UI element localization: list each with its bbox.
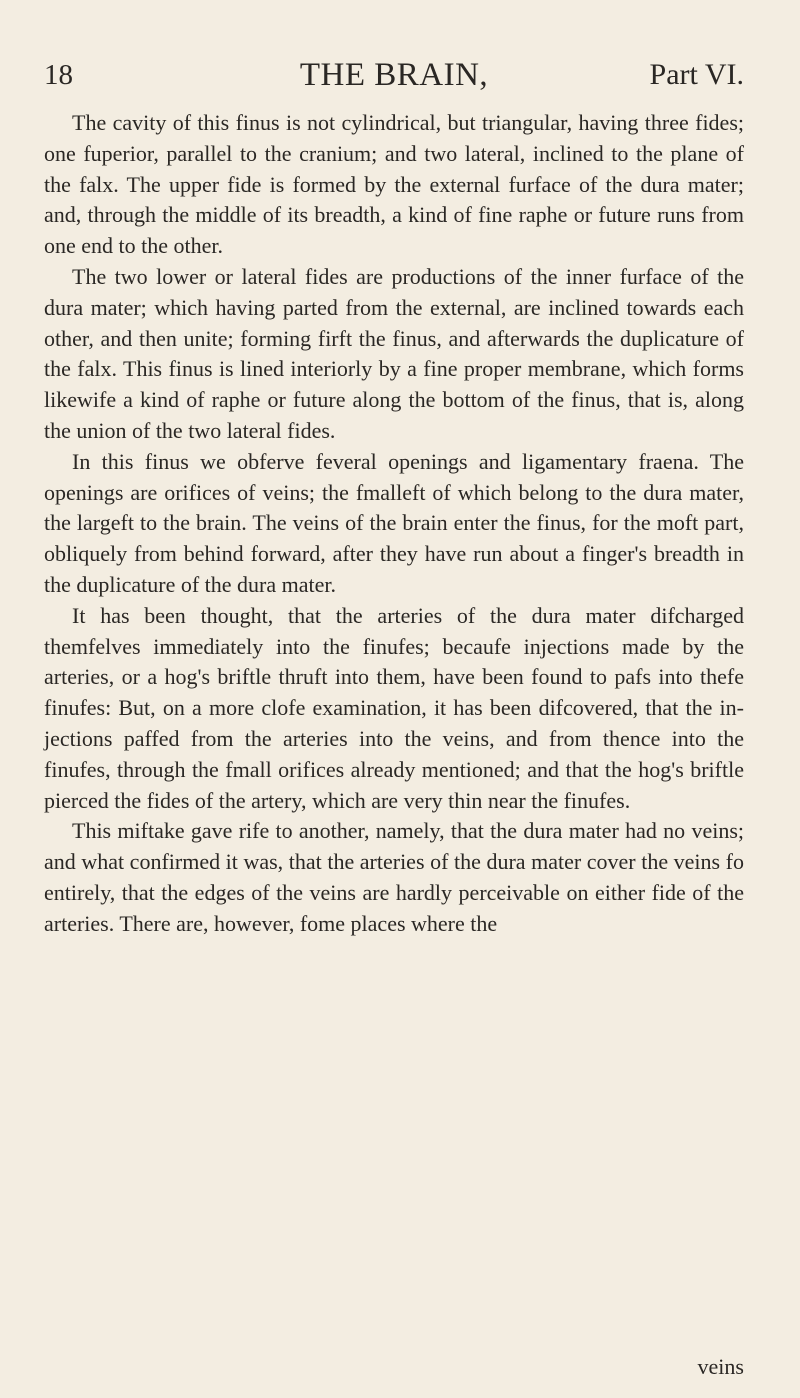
paragraph-4: It has been thought, that the arteries of the dura mater difcharged themfelves immediately into the finufes; becaufe injections made by the arteries, or a hog's briftle thruft into them, have been found to pafs into thefe finufes: But, on a more clofe examination, it has been difcovered, that the injections paffed from the arteries into the veins, and from thence into the finufes, through the fmall orifices already mentioned; and that the hog's briftle pierced the fides of the artery, which are very thin near the finufes.	[44, 602, 744, 813]
paragraph-3: In this finus we obferve feveral openings and ligamentary fraena. The openings are orifices of veins; the fmalleft of which belong to the dura mater, the largeft to the brain. The veins of the brain enter the finus, for the moft part, obliquely from behind forward, after they have run about a finger's breadth in the duplicature of the dura mater.	[44, 448, 744, 597]
page-number: 18	[44, 59, 73, 91]
paragraph-5: This miftake gave rife to another, namely, that the dura mater had no veins; and what confirmed it was, that the arteries of the dura mater cover the veins fo entirely, that the edges of the veins are hardly perceivable on either fide of the arteries. There are, however, fome places where the	[44, 818, 744, 936]
paragraph-1: The cavity of this finus is not cylindrical, but triangular, having three fides; one fuperior, parallel to the cranium; and two lateral, inclined to the plane of the falx. The upper fide is formed by the external furface of the dura mater; and, through the middle of its breadth, a kind of fine raphe or future runs from one end to the other.	[44, 110, 744, 259]
part-label: Part VI.	[649, 58, 744, 91]
body-text	[44, 108, 744, 940]
paragraph-2: The two lower or lateral fides are productions of the inner furface of the dura mater; which having parted from the external, are inclined towards each other, and then unite; forming firft the finus, and afterwards the duplicature of the falx. This finus is lined interiorly by a fine proper membrane, which forms likewife a kind of raphe or future along the bottom of the finus, that is, along the union of the two lateral fides.	[44, 263, 744, 443]
catchword: veins	[697, 1354, 744, 1379]
running-title: THE BRAIN,	[299, 57, 489, 93]
page-header	[44, 58, 744, 108]
